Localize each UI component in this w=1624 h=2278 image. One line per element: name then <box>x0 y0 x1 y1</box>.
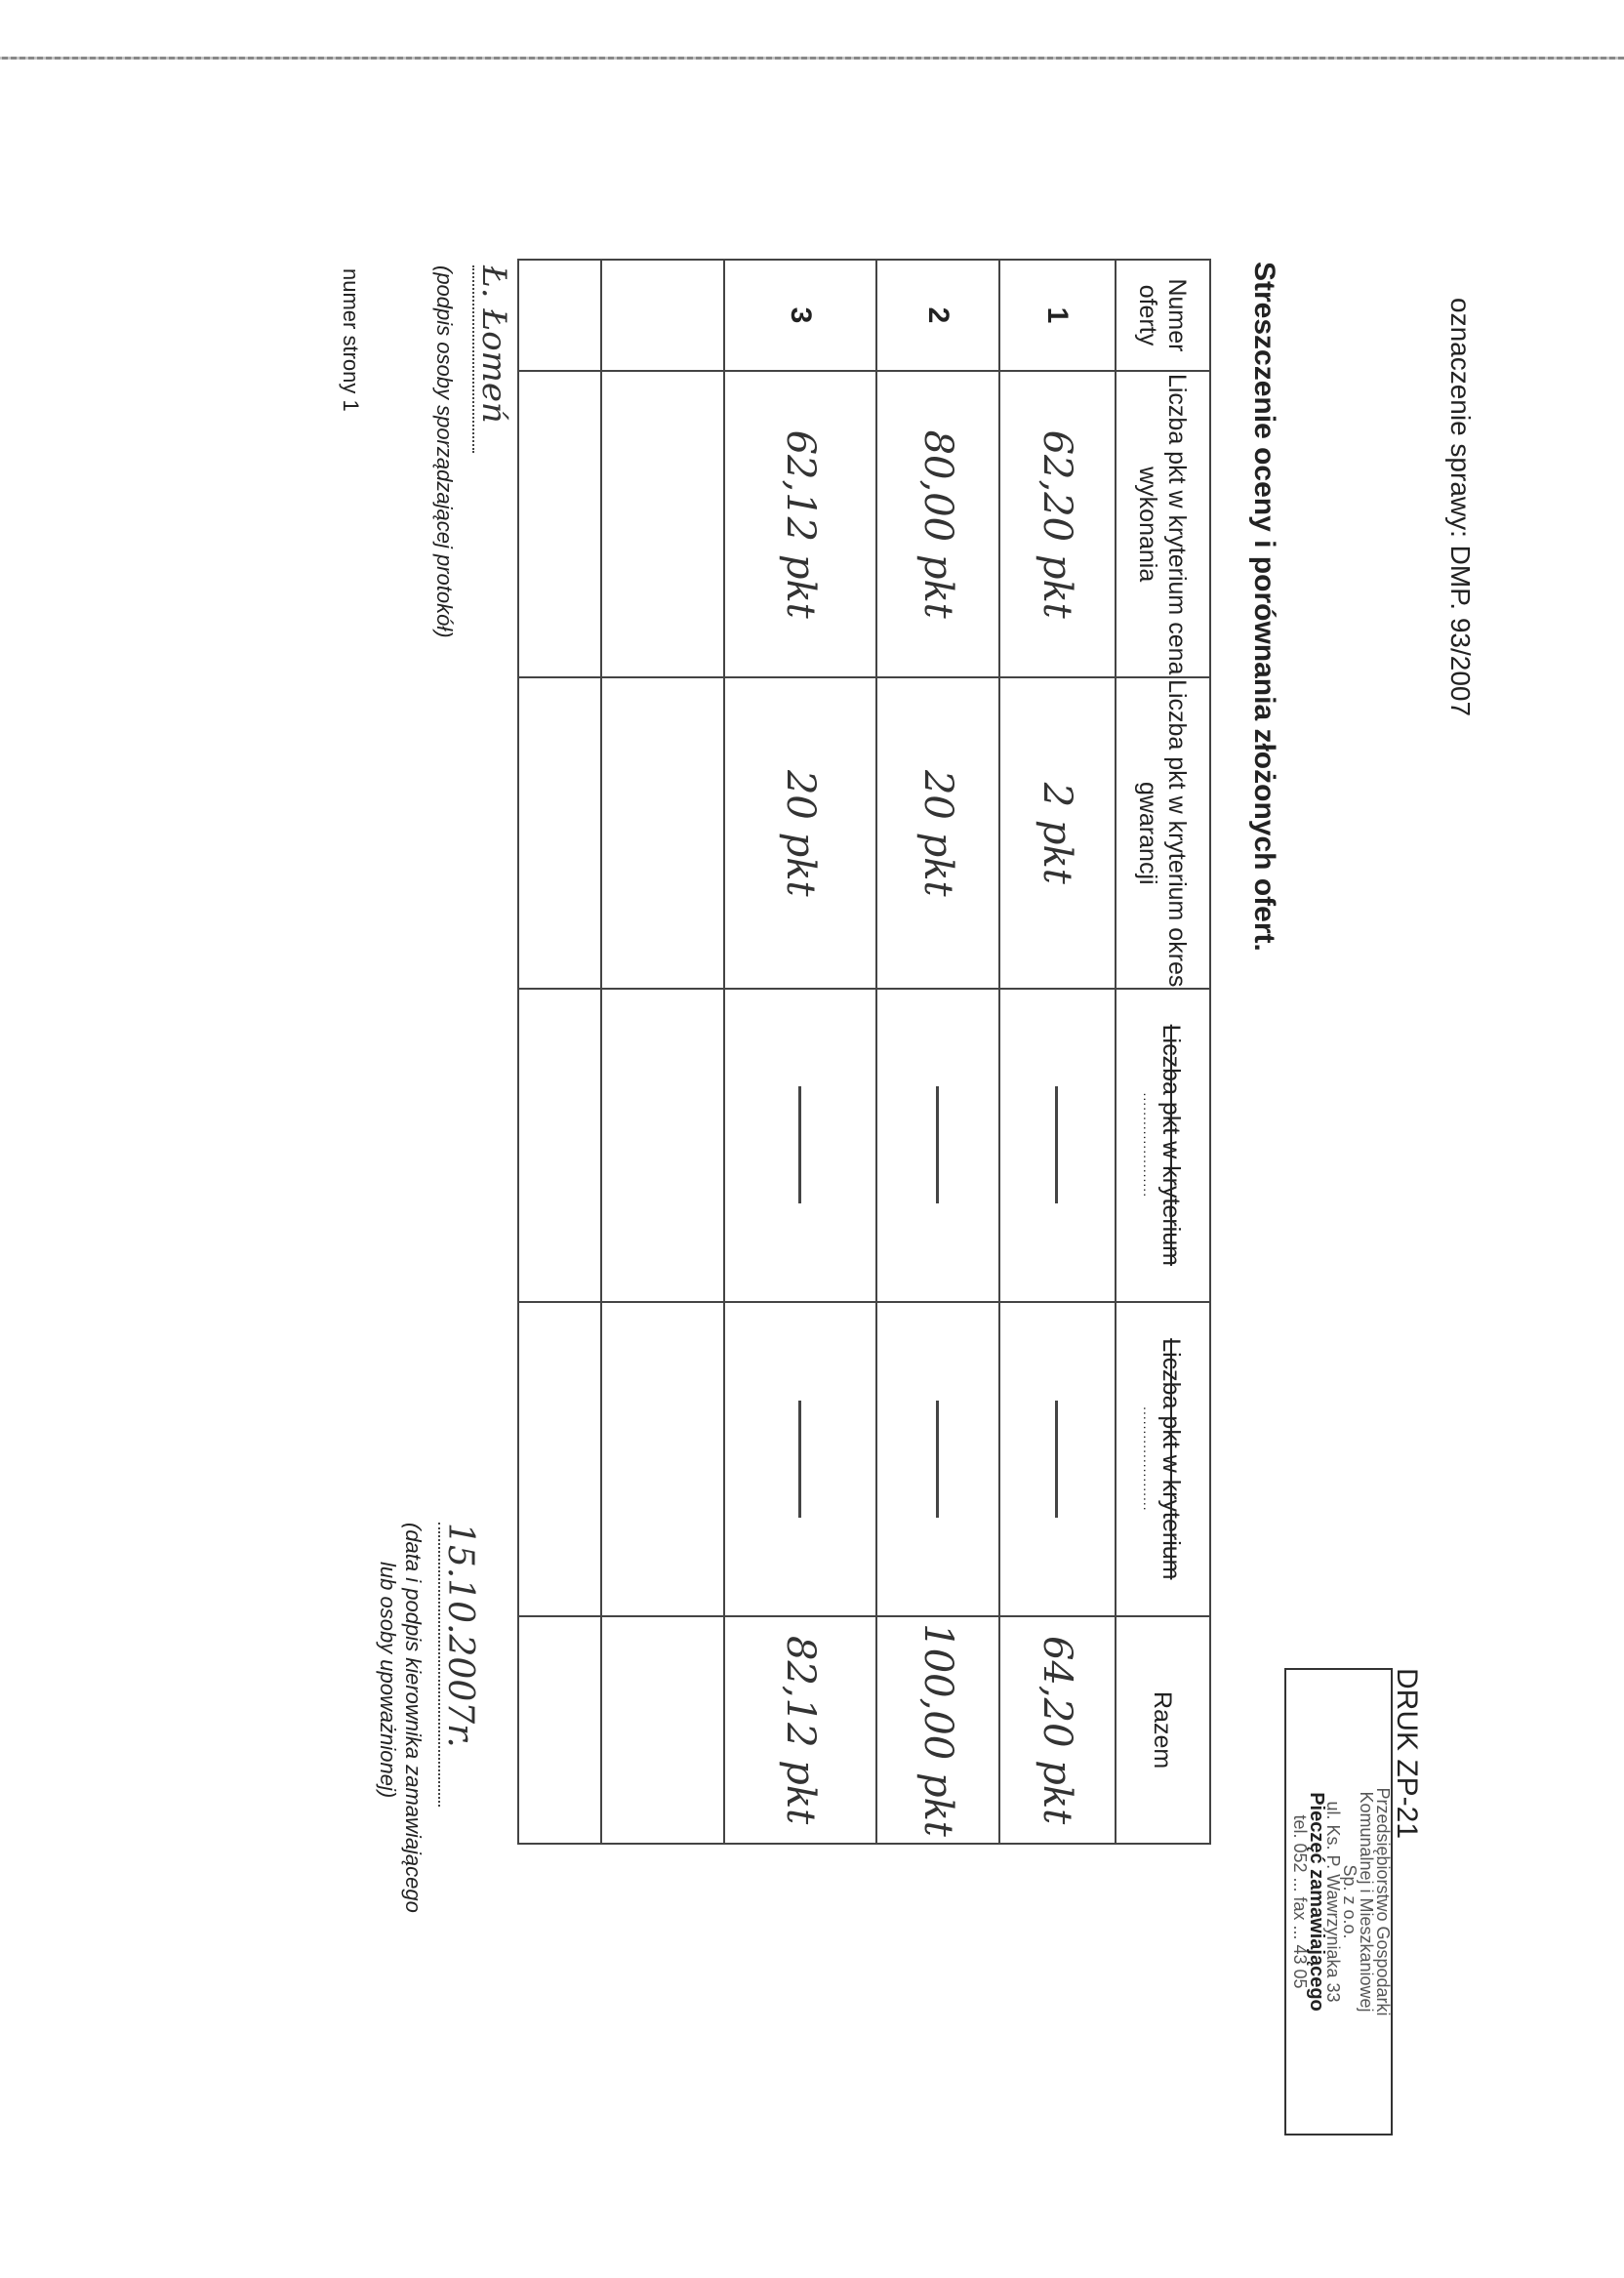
approval-caption-line-1: (data i podpis kierownika zamawiającego <box>401 1523 426 1913</box>
preparer-signature: Ł. Łomeń <box>472 265 513 453</box>
offer-number: 3 <box>724 260 876 371</box>
warranty-points: 20 pkt <box>724 677 876 989</box>
dash-mark <box>936 1086 939 1203</box>
dash-mark <box>798 1401 801 1518</box>
header-criterion-4 <box>1116 1302 1210 1617</box>
criterion-3-empty <box>724 989 876 1302</box>
warranty-points: 2 pkt <box>999 677 1116 989</box>
header-offer-number: Numer oferty <box>1116 260 1210 371</box>
stamp-line: Komunalnej i Mieszkaniowej <box>1357 1791 1376 2013</box>
stamp-line: ul. Ks. P. Wawrzyniaka 33 <box>1323 1801 1343 2003</box>
header-price: Liczba pkt w kryterium cena wykonania <box>1116 371 1210 678</box>
table-row <box>876 260 999 1844</box>
approval-caption-line-2: lub osoby upoważnionej) <box>376 1562 400 1799</box>
criterion-4-empty <box>724 1302 876 1617</box>
price-points: 80,00 pkt <box>876 371 999 678</box>
header-dots: ...................... <box>1140 1406 1157 1512</box>
case-reference: oznaczenie sprawy: DMP. 93/2007 <box>1445 298 1476 717</box>
criterion-3-empty <box>876 989 999 1302</box>
page-title: Streszczenie oceny i porównania złożonych ofert. <box>1248 262 1280 952</box>
total-points: 100,00 pkt <box>876 1616 999 1844</box>
table-row <box>724 260 876 1844</box>
stamp-label: Pieczęć zamawiającego <box>1306 1792 1327 2012</box>
total-points: 64,20 pkt <box>999 1616 1116 1844</box>
header-warranty: Liczba pkt w kryterium okres gwarancji <box>1116 677 1210 989</box>
preparer-caption: (podpis osoby sporządzającej protokół) <box>432 265 457 638</box>
header-label: Liczba pkt w kryterium <box>1157 1338 1185 1580</box>
dash-mark <box>1055 1401 1058 1518</box>
stamp-line: tel. 052 ... fax ... 43 05 <box>1290 1814 1310 1989</box>
offer-number: 2 <box>876 260 999 371</box>
dash-mark <box>798 1086 801 1203</box>
price-points: 62,12 pkt <box>724 371 876 678</box>
criterion-3-empty <box>999 989 1116 1302</box>
scan-edge-line <box>0 57 1624 60</box>
stamp-line: Przedsiębiorstwo Gospodarki <box>1373 1787 1393 2016</box>
offer-number: 1 <box>999 260 1116 371</box>
table-header-row <box>1116 260 1210 1844</box>
header-label: Liczba pkt w kryterium <box>1157 1024 1185 1266</box>
warranty-points: 20 pkt <box>876 677 999 989</box>
offers-evaluation-table <box>517 259 1211 1845</box>
price-points: 62,20 pkt <box>999 371 1116 678</box>
header-dots: ...................... <box>1140 1092 1157 1199</box>
header-total: Razem <box>1116 1616 1210 1844</box>
table-row-empty <box>601 260 724 1844</box>
criterion-4-empty <box>999 1302 1116 1617</box>
dash-mark <box>936 1401 939 1518</box>
table-row-empty <box>518 260 601 1844</box>
criterion-4-empty <box>876 1302 999 1617</box>
stamp-line: Sp. z o.o. <box>1340 1864 1360 1939</box>
dash-mark <box>1055 1086 1058 1203</box>
header-criterion-3 <box>1116 989 1210 1302</box>
approval-date-signature: 15.10.2007r. <box>438 1523 480 1807</box>
form-id: DRUK ZP-21 <box>1391 1668 1423 1840</box>
contracting-authority-stamp <box>1284 1668 1393 2136</box>
page-number: numer strony 1 <box>339 268 363 412</box>
total-points: 82,12 pkt <box>724 1616 876 1844</box>
table-row <box>999 260 1116 1844</box>
